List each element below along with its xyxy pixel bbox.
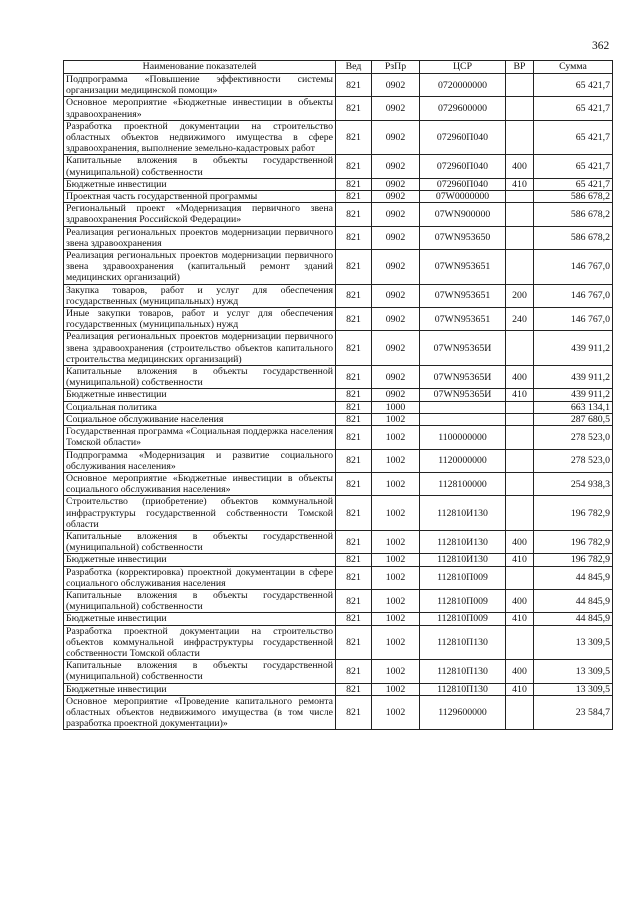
row-name: Социальная политика [64,401,336,413]
table-row [64,366,613,389]
row-vr [506,449,534,472]
budget-table [63,60,613,730]
row-rzpr: 0902 [372,74,420,97]
row-name: Государственная программа «Социальная поддержка населения Томской области» [64,426,336,449]
row-vr [506,97,534,120]
table-row [64,203,613,226]
row-rzpr: 0902 [372,120,420,155]
row-rzpr: 0902 [372,308,420,331]
row-rzpr: 0902 [372,97,420,120]
row-csr: 07WN953651 [420,284,506,307]
row-ved: 821 [336,308,372,331]
row-rzpr: 1002 [372,449,420,472]
table-row [64,226,613,249]
row-vr [506,250,534,285]
row-name: Разработка проектной документации на строительство объектов коммунальной инфраструктуры государственной собственности Томской области [64,625,336,660]
row-sum: 65 421,7 [534,74,613,97]
row-vr: 410 [506,389,534,401]
row-csr: 112810П130 [420,625,506,660]
row-name: Социальное обслуживание населения [64,413,336,425]
row-csr: 1120000000 [420,449,506,472]
row-rzpr: 0902 [372,284,420,307]
table-row [64,97,613,120]
row-csr: 1129600000 [420,695,506,730]
row-name: Подпрограмма «Повышение эффективности системы организации медицинской помощи» [64,74,336,97]
row-rzpr: 1002 [372,566,420,589]
row-rzpr: 0902 [372,389,420,401]
header-csr: ЦСР [420,61,506,74]
row-sum: 439 911,2 [534,366,613,389]
row-sum: 13 309,5 [534,683,613,695]
row-csr [420,413,506,425]
row-sum: 254 938,3 [534,472,613,495]
row-rzpr: 1002 [372,683,420,695]
table-row [64,413,613,425]
row-ved: 821 [336,625,372,660]
row-sum: 439 911,2 [534,331,613,366]
row-sum: 44 845,9 [534,589,613,612]
row-name: Разработка проектной документации на строительство областных объектов недвижимого имущества в сфере здравоохранения, выполнение земельно-кадастровых работ [64,120,336,155]
row-vr [506,331,534,366]
row-name: Подпрограмма «Модернизация и развитие социального обслуживания населения» [64,449,336,472]
row-sum: 13 309,5 [534,625,613,660]
row-csr: 07WN900000 [420,203,506,226]
row-sum: 663 134,1 [534,401,613,413]
row-ved: 821 [336,120,372,155]
table-row [64,449,613,472]
row-vr [506,426,534,449]
row-sum: 278 523,0 [534,449,613,472]
row-ved: 821 [336,426,372,449]
row-name: Бюджетные инвестиции [64,178,336,190]
row-rzpr: 0902 [372,226,420,249]
row-rzpr: 0902 [372,203,420,226]
row-vr [506,413,534,425]
row-sum: 146 767,0 [534,284,613,307]
row-ved: 821 [336,660,372,683]
row-name: Реализация региональных проектов модернизации первичного звена здравоохранения (строительство объектов капитального строительства медицинских организаций) [64,331,336,366]
row-vr: 410 [506,613,534,625]
row-ved: 821 [336,203,372,226]
row-name: Проектная часть государственной программы [64,191,336,203]
row-vr [506,226,534,249]
row-rzpr: 1000 [372,401,420,413]
row-sum: 586 678,2 [534,203,613,226]
row-csr: 072960П040 [420,155,506,178]
row-sum: 65 421,7 [534,155,613,178]
table-row [64,613,613,625]
row-rzpr: 1002 [372,695,420,730]
row-name: Региональный проект «Модернизация первичного звена здравоохранения Российской Федерации» [64,203,336,226]
row-csr: 0720000000 [420,74,506,97]
row-vr [506,472,534,495]
header-name: Наименование показателей [64,61,336,74]
table-row [64,554,613,566]
table-row [64,589,613,612]
row-rzpr: 1002 [372,413,420,425]
row-name: Реализация региональных проектов модернизации первичного звена здравоохранения (капитальный ремонт зданий медицинских организаций) [64,250,336,285]
row-name: Капитальные вложения в объекты государственной (муниципальной) собственности [64,366,336,389]
row-csr: 112810И130 [420,496,506,531]
row-sum: 586 678,2 [534,191,613,203]
row-ved: 821 [336,683,372,695]
row-name: Основное мероприятие «Проведение капитального ремонта областных объектов недвижимого имущества (в том числе разработка проектной документации)» [64,695,336,730]
row-sum: 65 421,7 [534,120,613,155]
row-vr [506,120,534,155]
row-name: Иные закупки товаров, работ и услуг для обеспечения государственных (муниципальных) нужд [64,308,336,331]
table-row [64,155,613,178]
row-ved: 821 [336,226,372,249]
row-vr [506,566,534,589]
table-row [64,331,613,366]
row-rzpr: 0902 [372,155,420,178]
table-row [64,426,613,449]
row-ved: 821 [336,74,372,97]
row-name: Разработка (корректировка) проектной документации в сфере социального обслуживания населения [64,566,336,589]
row-sum: 287 680,5 [534,413,613,425]
row-rzpr: 0902 [372,178,420,190]
row-ved: 821 [336,530,372,553]
row-name: Капитальные вложения в объекты государственной (муниципальной) собственности [64,155,336,178]
row-csr [420,401,506,413]
table-row [64,530,613,553]
table-row [64,389,613,401]
row-rzpr: 1002 [372,426,420,449]
row-csr: 07WN95365И [420,389,506,401]
row-name: Бюджетные инвестиции [64,683,336,695]
row-name: Капитальные вложения в объекты государственной (муниципальной) собственности [64,530,336,553]
row-csr: 112810И130 [420,530,506,553]
table-row [64,695,613,730]
table-row [64,74,613,97]
table-row [64,250,613,285]
row-ved: 821 [336,178,372,190]
row-ved: 821 [336,413,372,425]
row-name: Строительство (приобретение) объектов коммунальной инфраструктуры государственной собственности Томской области [64,496,336,531]
row-ved: 821 [336,366,372,389]
table-row [64,401,613,413]
row-vr: 400 [506,660,534,683]
row-rzpr: 0902 [372,250,420,285]
row-vr: 410 [506,178,534,190]
table-row [64,566,613,589]
row-sum: 65 421,7 [534,178,613,190]
row-sum: 196 782,9 [534,554,613,566]
row-sum: 44 845,9 [534,613,613,625]
row-vr: 400 [506,366,534,389]
row-name: Основное мероприятие «Бюджетные инвестиции в объекты здравоохранения» [64,97,336,120]
row-csr: 1100000000 [420,426,506,449]
page-number: 362 [592,40,610,52]
row-csr: 112810П130 [420,683,506,695]
row-sum: 196 782,9 [534,496,613,531]
row-ved: 821 [336,472,372,495]
row-vr: 400 [506,530,534,553]
row-name: Бюджетные инвестиции [64,613,336,625]
row-sum: 196 782,9 [534,530,613,553]
row-csr: 112810П009 [420,589,506,612]
row-name: Реализация региональных проектов модернизации первичного звена здравоохранения [64,226,336,249]
row-rzpr: 1002 [372,660,420,683]
header-sum: Сумма [534,61,613,74]
row-csr: 07WN95365И [420,331,506,366]
row-rzpr: 0902 [372,191,420,203]
row-ved: 821 [336,613,372,625]
table-row [64,625,613,660]
row-ved: 821 [336,589,372,612]
row-rzpr: 1002 [372,530,420,553]
row-ved: 821 [336,401,372,413]
row-sum: 65 421,7 [534,97,613,120]
row-rzpr: 1002 [372,554,420,566]
row-sum: 146 767,0 [534,308,613,331]
row-name: Основное мероприятие «Бюджетные инвестиции в объекты социального обслуживания населения» [64,472,336,495]
row-csr: 07WN953650 [420,226,506,249]
row-sum: 13 309,5 [534,660,613,683]
row-csr: 07WN953651 [420,250,506,285]
row-rzpr: 0902 [372,331,420,366]
row-vr [506,625,534,660]
row-ved: 821 [336,155,372,178]
row-csr: 112810П009 [420,566,506,589]
row-ved: 821 [336,695,372,730]
table-row [64,496,613,531]
row-vr [506,695,534,730]
table-row [64,284,613,307]
row-csr: 07WN953651 [420,308,506,331]
row-vr [506,191,534,203]
table-row [64,178,613,190]
row-vr [506,401,534,413]
row-ved: 821 [336,250,372,285]
row-sum: 146 767,0 [534,250,613,285]
row-ved: 821 [336,496,372,531]
row-ved: 821 [336,331,372,366]
table-header-row [64,61,613,74]
row-vr: 240 [506,308,534,331]
row-rzpr: 1002 [372,589,420,612]
table-row [64,660,613,683]
row-csr: 112810П130 [420,660,506,683]
row-vr [506,74,534,97]
row-sum: 23 584,7 [534,695,613,730]
row-name: Закупка товаров, работ и услуг для обеспечения государственных (муниципальных) нужд [64,284,336,307]
row-name: Капитальные вложения в объекты государственной (муниципальной) собственности [64,660,336,683]
row-csr: 112810И130 [420,554,506,566]
row-csr: 112810П009 [420,613,506,625]
row-vr [506,203,534,226]
header-ved: Вед [336,61,372,74]
row-csr: 07W0000000 [420,191,506,203]
row-sum: 439 911,2 [534,389,613,401]
row-csr: 072960П040 [420,120,506,155]
row-rzpr: 1002 [372,472,420,495]
row-ved: 821 [336,554,372,566]
row-sum: 44 845,9 [534,566,613,589]
table-row [64,472,613,495]
row-sum: 586 678,2 [534,226,613,249]
table-row [64,191,613,203]
row-csr: 1128100000 [420,472,506,495]
table-row [64,683,613,695]
row-vr: 400 [506,589,534,612]
row-ved: 821 [336,566,372,589]
row-name: Бюджетные инвестиции [64,554,336,566]
row-ved: 821 [336,449,372,472]
row-rzpr: 1002 [372,625,420,660]
row-sum: 278 523,0 [534,426,613,449]
row-rzpr: 1002 [372,613,420,625]
row-vr: 400 [506,155,534,178]
row-ved: 821 [336,191,372,203]
header-vr: ВР [506,61,534,74]
table-row [64,120,613,155]
row-ved: 821 [336,284,372,307]
row-ved: 821 [336,389,372,401]
row-rzpr: 1002 [372,496,420,531]
row-rzpr: 0902 [372,366,420,389]
row-csr: 072960П040 [420,178,506,190]
table-row [64,308,613,331]
row-vr [506,496,534,531]
row-ved: 821 [336,97,372,120]
row-name: Бюджетные инвестиции [64,389,336,401]
row-name: Капитальные вложения в объекты государственной (муниципальной) собственности [64,589,336,612]
row-csr: 0729600000 [420,97,506,120]
row-csr: 07WN95365И [420,366,506,389]
row-vr: 200 [506,284,534,307]
row-vr: 410 [506,554,534,566]
header-rzpr: РзПр [372,61,420,74]
row-vr: 410 [506,683,534,695]
